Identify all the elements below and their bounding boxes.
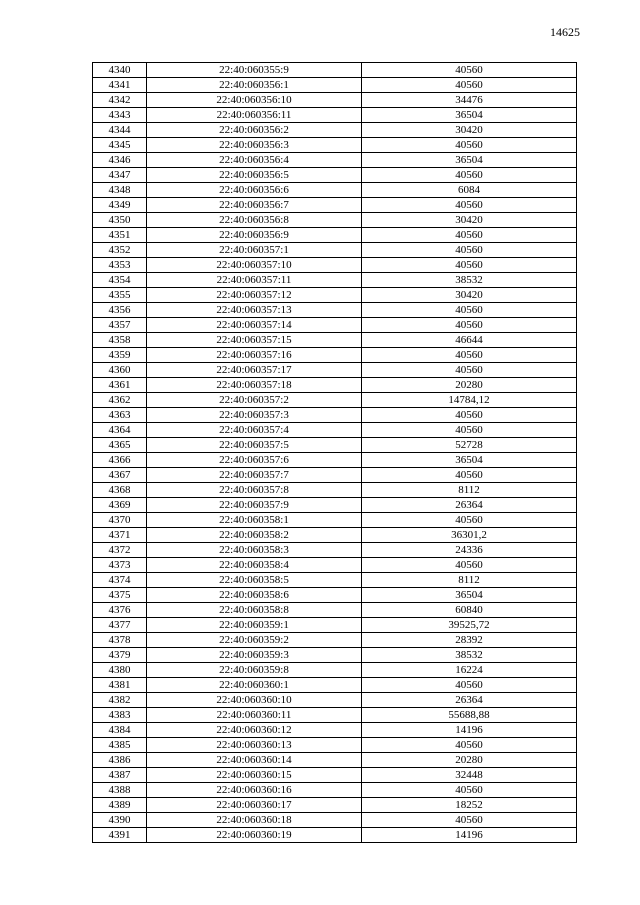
value-cell: 40560 <box>362 423 577 438</box>
row-number-cell: 4353 <box>93 258 147 273</box>
value-cell: 30420 <box>362 213 577 228</box>
value-cell: 8112 <box>362 483 577 498</box>
value-cell: 28392 <box>362 633 577 648</box>
table-row <box>93 168 577 183</box>
table-row <box>93 543 577 558</box>
row-number-cell: 4352 <box>93 243 147 258</box>
value-cell: 40560 <box>362 168 577 183</box>
cadastral-number-cell: 22:40:060358:4 <box>147 558 362 573</box>
table-row <box>93 243 577 258</box>
value-cell: 6084 <box>362 183 577 198</box>
table-row <box>93 648 577 663</box>
row-number-cell: 4357 <box>93 318 147 333</box>
value-cell: 40560 <box>362 198 577 213</box>
table-row <box>93 108 577 123</box>
cadastral-number-cell: 22:40:060356:5 <box>147 168 362 183</box>
table-row <box>93 708 577 723</box>
row-number-cell: 4387 <box>93 768 147 783</box>
row-number-cell: 4389 <box>93 798 147 813</box>
table-row <box>93 123 577 138</box>
value-cell: 14196 <box>362 828 577 843</box>
cadastral-number-cell: 22:40:060360:1 <box>147 678 362 693</box>
row-number-cell: 4366 <box>93 453 147 468</box>
value-cell: 16224 <box>362 663 577 678</box>
cadastral-number-cell: 22:40:060357:6 <box>147 453 362 468</box>
value-cell: 36504 <box>362 153 577 168</box>
row-number-cell: 4354 <box>93 273 147 288</box>
cadastral-number-cell: 22:40:060356:9 <box>147 228 362 243</box>
table-row <box>93 483 577 498</box>
value-cell: 40560 <box>362 468 577 483</box>
row-number-cell: 4345 <box>93 138 147 153</box>
value-cell: 55688,88 <box>362 708 577 723</box>
table-row <box>93 573 577 588</box>
row-number-cell: 4341 <box>93 78 147 93</box>
value-cell: 40560 <box>362 228 577 243</box>
value-cell: 40560 <box>362 78 577 93</box>
cadastral-number-cell: 22:40:060360:16 <box>147 783 362 798</box>
value-cell: 30420 <box>362 123 577 138</box>
data-table <box>92 62 577 843</box>
table-row <box>93 468 577 483</box>
cadastral-number-cell: 22:40:060360:14 <box>147 753 362 768</box>
row-number-cell: 4379 <box>93 648 147 663</box>
table-row <box>93 273 577 288</box>
value-cell: 14196 <box>362 723 577 738</box>
row-number-cell: 4369 <box>93 498 147 513</box>
table-row <box>93 258 577 273</box>
row-number-cell: 4374 <box>93 573 147 588</box>
value-cell: 40560 <box>362 303 577 318</box>
row-number-cell: 4365 <box>93 438 147 453</box>
value-cell: 20280 <box>362 753 577 768</box>
table-row <box>93 438 577 453</box>
value-cell: 40560 <box>362 258 577 273</box>
row-number-cell: 4375 <box>93 588 147 603</box>
table-row <box>93 423 577 438</box>
cadastral-number-cell: 22:40:060356:10 <box>147 93 362 108</box>
table-row <box>93 63 577 78</box>
table-row <box>93 738 577 753</box>
value-cell: 20280 <box>362 378 577 393</box>
cadastral-number-cell: 22:40:060357:18 <box>147 378 362 393</box>
row-number-cell: 4377 <box>93 618 147 633</box>
row-number-cell: 4376 <box>93 603 147 618</box>
row-number-cell: 4340 <box>93 63 147 78</box>
table-row <box>93 408 577 423</box>
table-row <box>93 93 577 108</box>
table-row <box>93 633 577 648</box>
row-number-cell: 4385 <box>93 738 147 753</box>
row-number-cell: 4344 <box>93 123 147 138</box>
cadastral-number-cell: 22:40:060358:8 <box>147 603 362 618</box>
row-number-cell: 4386 <box>93 753 147 768</box>
row-number-cell: 4390 <box>93 813 147 828</box>
cadastral-number-cell: 22:40:060356:2 <box>147 123 362 138</box>
cadastral-number-cell: 22:40:060357:3 <box>147 408 362 423</box>
row-number-cell: 4391 <box>93 828 147 843</box>
cadastral-number-cell: 22:40:060358:5 <box>147 573 362 588</box>
row-number-cell: 4348 <box>93 183 147 198</box>
cadastral-number-cell: 22:40:060357:15 <box>147 333 362 348</box>
row-number-cell: 4382 <box>93 693 147 708</box>
value-cell: 40560 <box>362 813 577 828</box>
value-cell: 39525,72 <box>362 618 577 633</box>
row-number-cell: 4360 <box>93 363 147 378</box>
table-row <box>93 603 577 618</box>
value-cell: 46644 <box>362 333 577 348</box>
cadastral-number-cell: 22:40:060357:7 <box>147 468 362 483</box>
table-row <box>93 813 577 828</box>
cadastral-number-cell: 22:40:060359:2 <box>147 633 362 648</box>
cadastral-number-cell: 22:40:060356:1 <box>147 78 362 93</box>
value-cell: 34476 <box>362 93 577 108</box>
table-row <box>93 513 577 528</box>
row-number-cell: 4359 <box>93 348 147 363</box>
cadastral-number-cell: 22:40:060356:11 <box>147 108 362 123</box>
row-number-cell: 4378 <box>93 633 147 648</box>
cadastral-number-cell: 22:40:060359:3 <box>147 648 362 663</box>
value-cell: 38532 <box>362 273 577 288</box>
cadastral-number-cell: 22:40:060360:11 <box>147 708 362 723</box>
cadastral-number-cell: 22:40:060356:3 <box>147 138 362 153</box>
value-cell: 40560 <box>362 408 577 423</box>
cadastral-number-cell: 22:40:060360:13 <box>147 738 362 753</box>
value-cell: 38532 <box>362 648 577 663</box>
table-row <box>93 828 577 843</box>
cadastral-number-cell: 22:40:060360:18 <box>147 813 362 828</box>
cadastral-number-cell: 22:40:060359:8 <box>147 663 362 678</box>
table-row <box>93 318 577 333</box>
cadastral-number-cell: 22:40:060357:12 <box>147 288 362 303</box>
table-row <box>93 588 577 603</box>
table-row <box>93 348 577 363</box>
cadastral-number-cell: 22:40:060357:8 <box>147 483 362 498</box>
value-cell: 40560 <box>362 558 577 573</box>
cadastral-number-cell: 22:40:060357:1 <box>147 243 362 258</box>
table-row <box>93 213 577 228</box>
row-number-cell: 4350 <box>93 213 147 228</box>
row-number-cell: 4358 <box>93 333 147 348</box>
row-number-cell: 4355 <box>93 288 147 303</box>
row-number-cell: 4370 <box>93 513 147 528</box>
row-number-cell: 4383 <box>93 708 147 723</box>
table-row <box>93 678 577 693</box>
row-number-cell: 4373 <box>93 558 147 573</box>
value-cell: 40560 <box>362 738 577 753</box>
cadastral-number-cell: 22:40:060357:16 <box>147 348 362 363</box>
table-row <box>93 153 577 168</box>
cadastral-number-cell: 22:40:060360:10 <box>147 693 362 708</box>
table-row <box>93 528 577 543</box>
cadastral-number-cell: 22:40:060357:4 <box>147 423 362 438</box>
cadastral-number-cell: 22:40:060357:9 <box>147 498 362 513</box>
row-number-cell: 4346 <box>93 153 147 168</box>
cadastral-number-cell: 22:40:060360:17 <box>147 798 362 813</box>
value-cell: 40560 <box>362 318 577 333</box>
table-row <box>93 723 577 738</box>
cadastral-number-cell: 22:40:060357:10 <box>147 258 362 273</box>
value-cell: 40560 <box>362 363 577 378</box>
value-cell: 40560 <box>362 513 577 528</box>
page-number: 14625 <box>550 25 580 39</box>
row-number-cell: 4364 <box>93 423 147 438</box>
row-number-cell: 4361 <box>93 378 147 393</box>
row-number-cell: 4347 <box>93 168 147 183</box>
row-number-cell: 4372 <box>93 543 147 558</box>
table-row <box>93 768 577 783</box>
value-cell: 60840 <box>362 603 577 618</box>
table-body <box>93 63 577 843</box>
table-row <box>93 453 577 468</box>
cadastral-number-cell: 22:40:060360:15 <box>147 768 362 783</box>
value-cell: 40560 <box>362 138 577 153</box>
table-row <box>93 363 577 378</box>
cadastral-number-cell: 22:40:060360:19 <box>147 828 362 843</box>
cadastral-number-cell: 22:40:060357:14 <box>147 318 362 333</box>
row-number-cell: 4351 <box>93 228 147 243</box>
cadastral-number-cell: 22:40:060357:11 <box>147 273 362 288</box>
row-number-cell: 4367 <box>93 468 147 483</box>
cadastral-number-cell: 22:40:060358:2 <box>147 528 362 543</box>
cadastral-number-cell: 22:40:060360:12 <box>147 723 362 738</box>
cadastral-number-cell: 22:40:060356:6 <box>147 183 362 198</box>
row-number-cell: 4356 <box>93 303 147 318</box>
value-cell: 18252 <box>362 798 577 813</box>
cadastral-number-cell: 22:40:060357:2 <box>147 393 362 408</box>
table-row <box>93 693 577 708</box>
value-cell: 36504 <box>362 453 577 468</box>
table-row <box>93 393 577 408</box>
table-row <box>93 183 577 198</box>
value-cell: 26364 <box>362 498 577 513</box>
value-cell: 36504 <box>362 588 577 603</box>
cadastral-number-cell: 22:40:060356:7 <box>147 198 362 213</box>
value-cell: 40560 <box>362 348 577 363</box>
value-cell: 52728 <box>362 438 577 453</box>
value-cell: 24336 <box>362 543 577 558</box>
value-cell: 36301,2 <box>362 528 577 543</box>
table-row <box>93 333 577 348</box>
cadastral-number-cell: 22:40:060357:13 <box>147 303 362 318</box>
table-row <box>93 618 577 633</box>
table-row <box>93 498 577 513</box>
cadastral-number-cell: 22:40:060355:9 <box>147 63 362 78</box>
row-number-cell: 4384 <box>93 723 147 738</box>
row-number-cell: 4368 <box>93 483 147 498</box>
value-cell: 36504 <box>362 108 577 123</box>
cadastral-number-cell: 22:40:060356:4 <box>147 153 362 168</box>
row-number-cell: 4349 <box>93 198 147 213</box>
table-row <box>93 228 577 243</box>
value-cell: 30420 <box>362 288 577 303</box>
row-number-cell: 4388 <box>93 783 147 798</box>
value-cell: 40560 <box>362 243 577 258</box>
cadastral-number-cell: 22:40:060357:5 <box>147 438 362 453</box>
cadastral-number-cell: 22:40:060358:1 <box>147 513 362 528</box>
row-number-cell: 4342 <box>93 93 147 108</box>
row-number-cell: 4362 <box>93 393 147 408</box>
value-cell: 40560 <box>362 678 577 693</box>
value-cell: 40560 <box>362 63 577 78</box>
cadastral-number-cell: 22:40:060357:17 <box>147 363 362 378</box>
cadastral-number-cell: 22:40:060358:3 <box>147 543 362 558</box>
table-row <box>93 198 577 213</box>
row-number-cell: 4343 <box>93 108 147 123</box>
row-number-cell: 4380 <box>93 663 147 678</box>
row-number-cell: 4381 <box>93 678 147 693</box>
row-number-cell: 4363 <box>93 408 147 423</box>
value-cell: 40560 <box>362 783 577 798</box>
value-cell: 32448 <box>362 768 577 783</box>
table-row <box>93 663 577 678</box>
table-row <box>93 303 577 318</box>
row-number-cell: 4371 <box>93 528 147 543</box>
table-row <box>93 288 577 303</box>
value-cell: 26364 <box>362 693 577 708</box>
cadastral-number-cell: 22:40:060356:8 <box>147 213 362 228</box>
table-row <box>93 753 577 768</box>
table-row <box>93 783 577 798</box>
table-row <box>93 558 577 573</box>
table-row <box>93 378 577 393</box>
value-cell: 14784,12 <box>362 393 577 408</box>
cadastral-number-cell: 22:40:060358:6 <box>147 588 362 603</box>
cadastral-number-cell: 22:40:060359:1 <box>147 618 362 633</box>
table-row <box>93 798 577 813</box>
table-row <box>93 78 577 93</box>
value-cell: 8112 <box>362 573 577 588</box>
table-row <box>93 138 577 153</box>
